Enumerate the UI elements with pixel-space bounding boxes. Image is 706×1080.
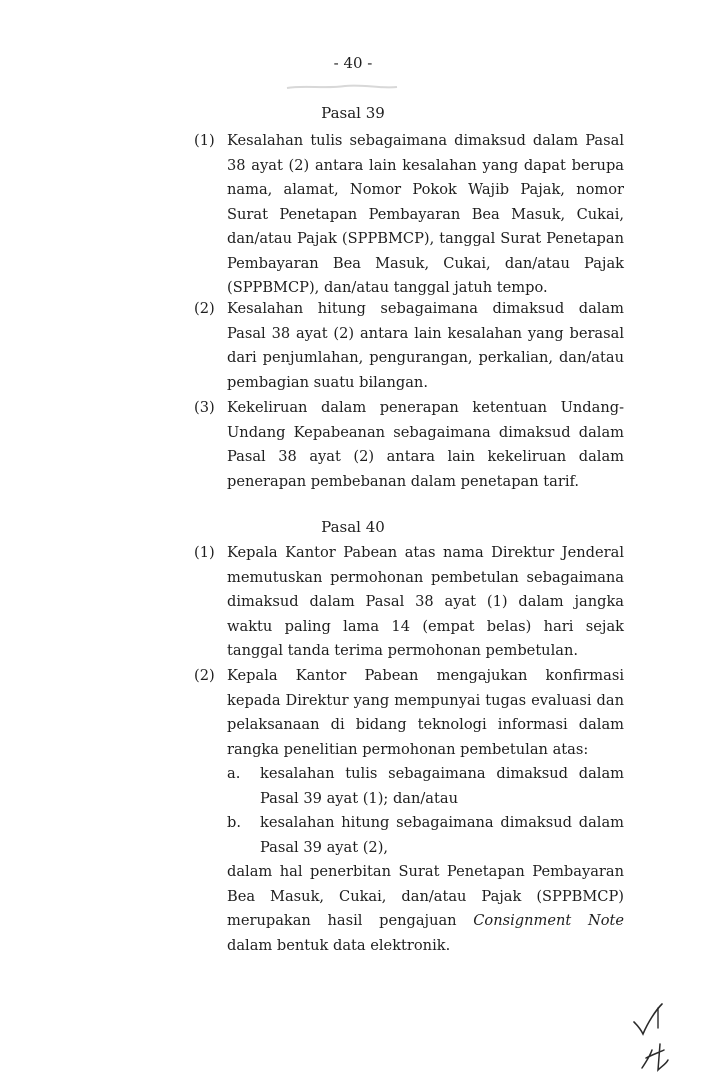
pasal-40-item-1 xyxy=(194,541,624,664)
pasal-39-item-3 xyxy=(194,396,624,494)
pasal-39-item-1 xyxy=(194,129,624,301)
item-number: (2) xyxy=(194,300,215,317)
item-text: Kepala Kantor Pabean mengajukan konfirmasi kepada Direktur yang mempunyai tugas evaluasi dan pelaksanaan di bidang teknologi informasi dalam rangka penelitian permohonan pembetulan atas: xyxy=(227,667,624,758)
item-number: (3) xyxy=(194,399,215,416)
page-number: - 40 - xyxy=(333,54,373,72)
subitem-text: kesalahan hitung sebagaimana dimaksud dalam Pasal 39 ayat (2), xyxy=(260,814,624,856)
consignment-note-term: Consignment Note xyxy=(473,912,624,929)
item-text: Kekeliruan dalam penerapan ketentuan Undang-Undang Kepabeanan sebagaimana dimaksud dalam Pasal 38 ayat (2) antara lain kekeliruan dalam penerapan pembebanan dalam penetapan tarif. xyxy=(227,399,624,490)
item-number: (2) xyxy=(194,667,215,684)
pasal-39-title: Pasal 39 xyxy=(321,104,385,122)
subitem-letter: b. xyxy=(227,814,241,831)
scan-smudge-icon xyxy=(285,80,400,94)
pasal-39-item-2 xyxy=(194,297,624,395)
item-number: (1) xyxy=(194,544,215,561)
subitem-a xyxy=(227,762,624,811)
closing-text: dalam hal penerbitan Surat Penetapan Pembayaran Bea Masuk, Cukai, dan/atau Pajak (SPPBMCP) merupakan hasil pengajuan xyxy=(227,863,624,929)
item-number: (1) xyxy=(194,132,215,149)
item-text: Kesalahan hitung sebagaimana dimaksud dalam Pasal 38 ayat (2) antara lain kesalahan yang berasal dari penjumlahan, pengurangan, perkalian, dan/atau pembagian suatu bilangan. xyxy=(227,300,624,391)
item-text: Kesalahan tulis sebagaimana dimaksud dalam Pasal 38 ayat (2) antara lain kesalahan yang dapat berupa nama, alamat, Nomor Pokok Wajib Pajak, nomor Surat Penetapan Pembayaran Bea Masuk, Cukai, dan/atau Pajak (SPPBMCP), tanggal Surat Penetapan Pembayaran Bea Masuk, Cukai, dan/atau Pajak (SPPBMCP), dan/atau tanggal jatuh tempo. xyxy=(227,132,624,296)
pasal-40-item-2 xyxy=(194,664,624,958)
handwritten-initials-icon xyxy=(628,1000,688,1075)
pasal-40-title: Pasal 40 xyxy=(321,518,385,536)
subitem-letter: a. xyxy=(227,765,241,782)
closing-text-end: dalam bentuk data elektronik. xyxy=(227,936,451,954)
closing-paragraph xyxy=(227,860,624,958)
item-text: Kepala Kantor Pabean atas nama Direktur Jenderal memutuskan permohonan pembetulan sebagaimana dimaksud dalam Pasal 38 ayat (1) dalam jangka waktu paling lama 14 (empat belas) hari sejak tanggal tanda terima permohonan pembetulan. xyxy=(227,544,624,659)
subitem-text: kesalahan tulis sebagaimana dimaksud dalam Pasal 39 ayat (1); dan/atau xyxy=(260,765,624,807)
subitem-b xyxy=(227,811,624,860)
